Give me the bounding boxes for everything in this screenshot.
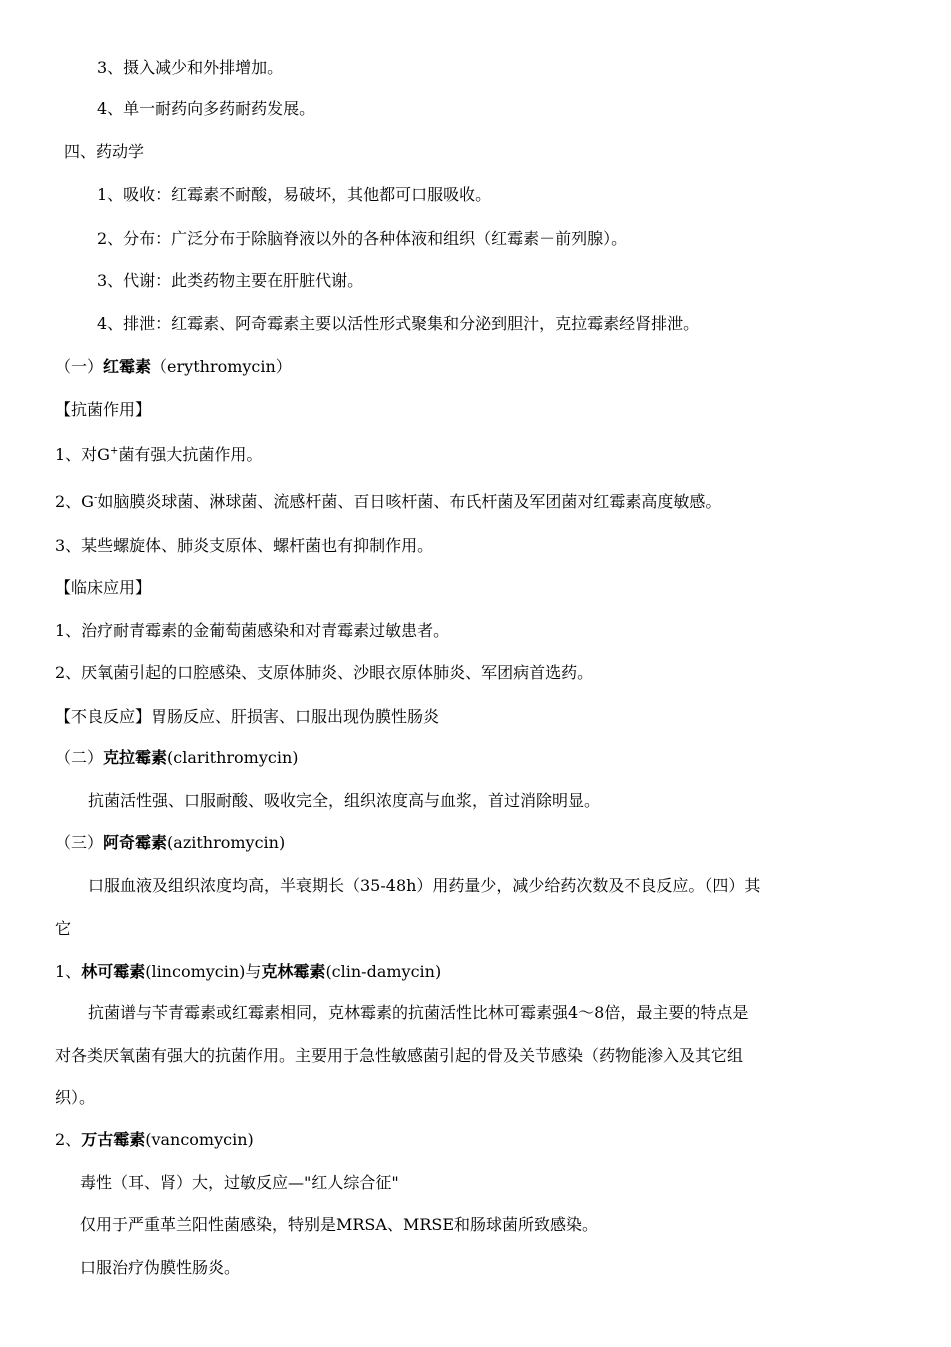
superscript: - <box>93 492 98 504</box>
heading-prefix: 1、 <box>55 962 82 981</box>
section-heading: 四、药动学 <box>64 142 145 161</box>
subsection-heading <box>55 747 299 769</box>
bracket-heading: 【抗菌作用】 <box>55 400 152 419</box>
paragraph: 织）。 <box>55 1088 96 1107</box>
text-prefix: 2、G <box>55 492 94 511</box>
subsection-heading <box>55 1129 254 1151</box>
paragraph: 2、分布：广泛分布于除脑脊液以外的各种体液和组织（红霉素－前列腺）。 <box>97 229 628 248</box>
heading-prefix: 2、 <box>55 1130 82 1149</box>
paragraph: 毒性（耳、肾）大，过敏反应—"红人综合征" <box>80 1173 399 1192</box>
paragraph: 口服治疗伪膜性肠炎。 <box>80 1258 241 1277</box>
bracket-heading: 【临床应用】 <box>55 578 152 597</box>
heading-suffix: (clin-damycin) <box>325 962 442 981</box>
drug-name: 克林霉素 <box>261 962 326 981</box>
subsection-heading <box>55 961 441 983</box>
heading-prefix: （三） <box>55 833 104 852</box>
subsection-heading <box>55 356 292 378</box>
paragraph: 抗菌活性强、口服耐酸、吸收完全，组织浓度高与血浆，首过消除明显。 <box>88 791 601 810</box>
paragraph: 3、某些螺旋体、肺炎支原体、螺杆菌也有抑制作用。 <box>55 536 434 555</box>
paragraph: 1、吸收：红霉素不耐酸，易破坏，其他都可口服吸收。 <box>97 185 492 204</box>
paragraph: 它 <box>55 919 72 938</box>
text-suffix: 如脑膜炎球菌、淋球菌、流感杆菌、百日咳杆菌、布氏杆菌及军团菌对红霉素高度敏感。 <box>97 492 722 511</box>
paragraph: 抗菌谱与苄青霉素或红霉素相同，克林霉素的抗菌活性比林可霉素强4～8倍，最主要的特点是 <box>88 1003 749 1022</box>
heading-prefix: （二） <box>55 748 104 767</box>
paragraph <box>55 491 721 513</box>
drug-name: 克拉霉素 <box>103 748 168 767</box>
heading-suffix: (vancomycin) <box>145 1130 254 1149</box>
drug-name: 林可霉素 <box>81 962 146 981</box>
paragraph: 【不良反应】胃肠反应、肝损害、口服出现伪膜性肠炎 <box>55 707 440 726</box>
paragraph: 3、代谢：此类药物主要在肝脏代谢。 <box>97 271 364 290</box>
paragraph: 4、单一耐药向多药耐药发展。 <box>97 99 316 118</box>
superscript: + <box>109 445 119 457</box>
paragraph: 4、排泄：红霉素、阿奇霉素主要以活性形式聚集和分泌到胆汁，克拉霉素经肾排泄。 <box>97 314 700 333</box>
heading-prefix: （一） <box>55 357 104 376</box>
paragraph: 3、摄入减少和外排增加。 <box>97 58 284 77</box>
paragraph: 仅用于严重革兰阳性菌感染，特别是MRSA、MRSE和肠球菌所致感染。 <box>80 1215 599 1234</box>
paragraph <box>55 444 262 466</box>
heading-suffix: (azithromycin) <box>167 833 286 852</box>
heading-suffix: (clarithromycin) <box>167 748 299 767</box>
heading-mid: (lincomycin)与 <box>145 962 262 981</box>
drug-name: 红霉素 <box>103 357 152 376</box>
paragraph: 口服血液及组织浓度均高，半衰期长（35-48h）用药量少，减少给药次数及不良反应。（四）其 <box>88 876 761 895</box>
text-suffix: 菌有强大抗菌作用。 <box>118 445 263 464</box>
heading-suffix: （erythromycin） <box>151 357 292 376</box>
paragraph: 2、厌氧菌引起的口腔感染、支原体肺炎、沙眼衣原体肺炎、军团病首选药。 <box>55 663 594 682</box>
drug-name: 阿奇霉素 <box>103 833 168 852</box>
text-prefix: 1、对G <box>55 445 110 464</box>
paragraph: 1、治疗耐青霉素的金葡萄菌感染和对青霉素过敏患者。 <box>55 621 450 640</box>
drug-name: 万古霉素 <box>81 1130 146 1149</box>
paragraph: 对各类厌氧菌有强大的抗菌作用。主要用于急性敏感菌引起的骨及关节感染（药物能渗入及其它组 <box>55 1046 744 1065</box>
subsection-heading <box>55 832 285 854</box>
